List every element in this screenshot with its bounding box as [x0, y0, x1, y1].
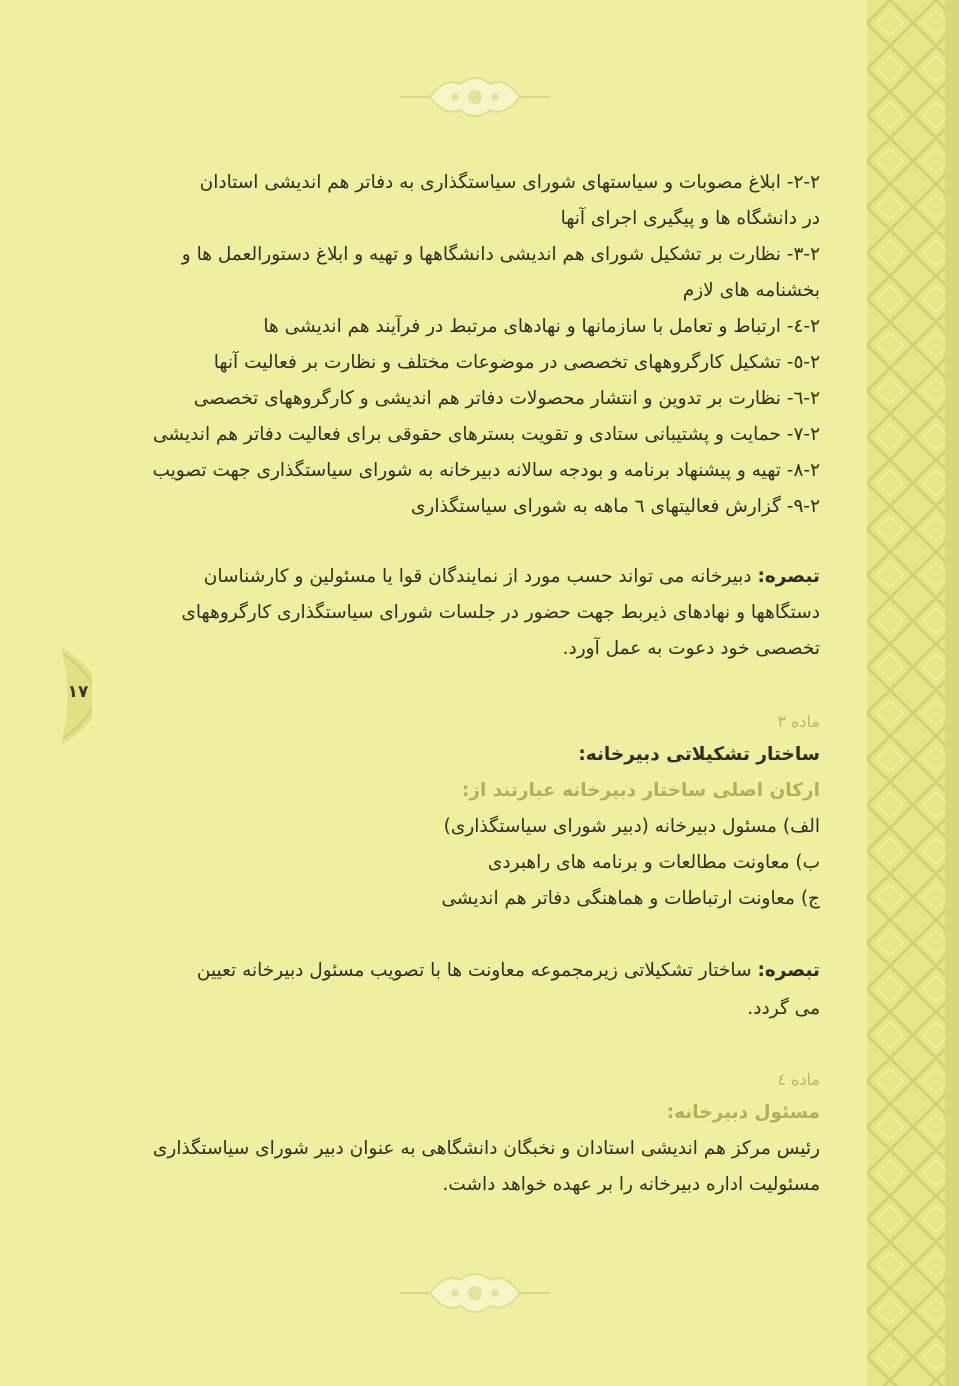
top-ornament-icon [400, 72, 550, 122]
list-item: بخشنامه های لازم [682, 280, 820, 301]
page-number: ١٧ [67, 682, 89, 702]
note-text: ساختار تشکیلاتی زیرمجموعه معاونت ها با تصویب مسئول دبیرخانه تعیین [196, 960, 752, 981]
list-item: الف) مسئول دبیرخانه (دبیر شورای سیاستگذاری) [443, 816, 820, 837]
list-item: ب) معاونت مطالعات و برنامه های راهبردی [487, 852, 820, 873]
note-text: دبیرخانه می تواند حسب مورد از نمایندگان قوا یا مسئولین و کارشناسان [203, 566, 752, 587]
article-heading: ماده ٤ [777, 1070, 820, 1089]
paragraph-line: رئیس مرکز هم اندیشی استادان و نخبگان دانشگاهی به عنوان دبیر شورای سیاستگذاری [152, 1138, 820, 1159]
article-title: ساختار تشکیلاتی دبیرخانه: [578, 744, 820, 765]
article-title: مسئول دبیرخانه: [666, 1102, 820, 1123]
list-item: ٢-٤- ارتباط و تعامل با سازمانها و نهادهای مرتبط در فرآیند هم اندیشی ها [263, 316, 820, 337]
article-heading: ماده ٣ [777, 712, 820, 731]
note-label: تبصره: [757, 566, 820, 587]
note-paragraph [197, 960, 820, 981]
decorative-border [867, 0, 959, 1386]
note-text: می گردد. [747, 998, 820, 1019]
list-item: ٢-٧- حمایت و پشتیبانی ستادی و تقویت بسترهای حقوقی برای فعالیت دفاتر هم اندیشی [153, 424, 820, 445]
list-item: ٢-٣- نظارت بر تشکیل شورای هم اندیشی دانشگاهها و تهیه و ابلاغ دستورالعمل ها و [181, 244, 820, 265]
list-item: ٢-٢- ابلاغ مصوبات و سیاستهای شورای سیاستگذاری به دفاتر هم اندیشی استادان [199, 172, 820, 193]
list-item: ٢-٩- گزارش فعالیتهای ٦ ماهه به شورای سیاستگذاری [410, 496, 820, 517]
book-spine [945, 0, 959, 1386]
list-item: ٢-٨- تهیه و پیشنهاد برنامه و بودجه سالانه دبیرخانه به شورای سیاستگذاری جهت تصویب [152, 460, 820, 481]
list-item: ٢-٥- تشکیل کارگروههای تخصصی در موضوعات مختلف و نظارت بر فعالیت آنها [213, 352, 820, 373]
list-item: ج) معاونت ارتباطات و هماهنگی دفاتر هم اندیشی [441, 888, 820, 909]
article-intro: ارکان اصلی ساختار دبیرخانه عبارتند از: [461, 780, 820, 801]
note-paragraph [204, 566, 820, 587]
paragraph-line: مسئولیت اداره دبیرخانه را بر عهده خواهد داشت. [442, 1174, 820, 1195]
note-text: تخصصی خود دعوت به عمل آورد. [562, 638, 820, 659]
bottom-ornament-icon [400, 1268, 550, 1318]
list-item: ٢-٦- نظارت بر تدوین و انتشار محصولات دفاتر هم اندیشی و کارگروههای تخصصی [193, 388, 820, 409]
note-text: دستگاهها و نهادهای ذیربط جهت حضور در جلسات شورای سیاستگذاری کارگروههای [181, 602, 820, 623]
list-item: در دانشگاه ها و پیگیری اجرای آنها [560, 208, 820, 229]
note-label: تبصره: [757, 960, 820, 981]
